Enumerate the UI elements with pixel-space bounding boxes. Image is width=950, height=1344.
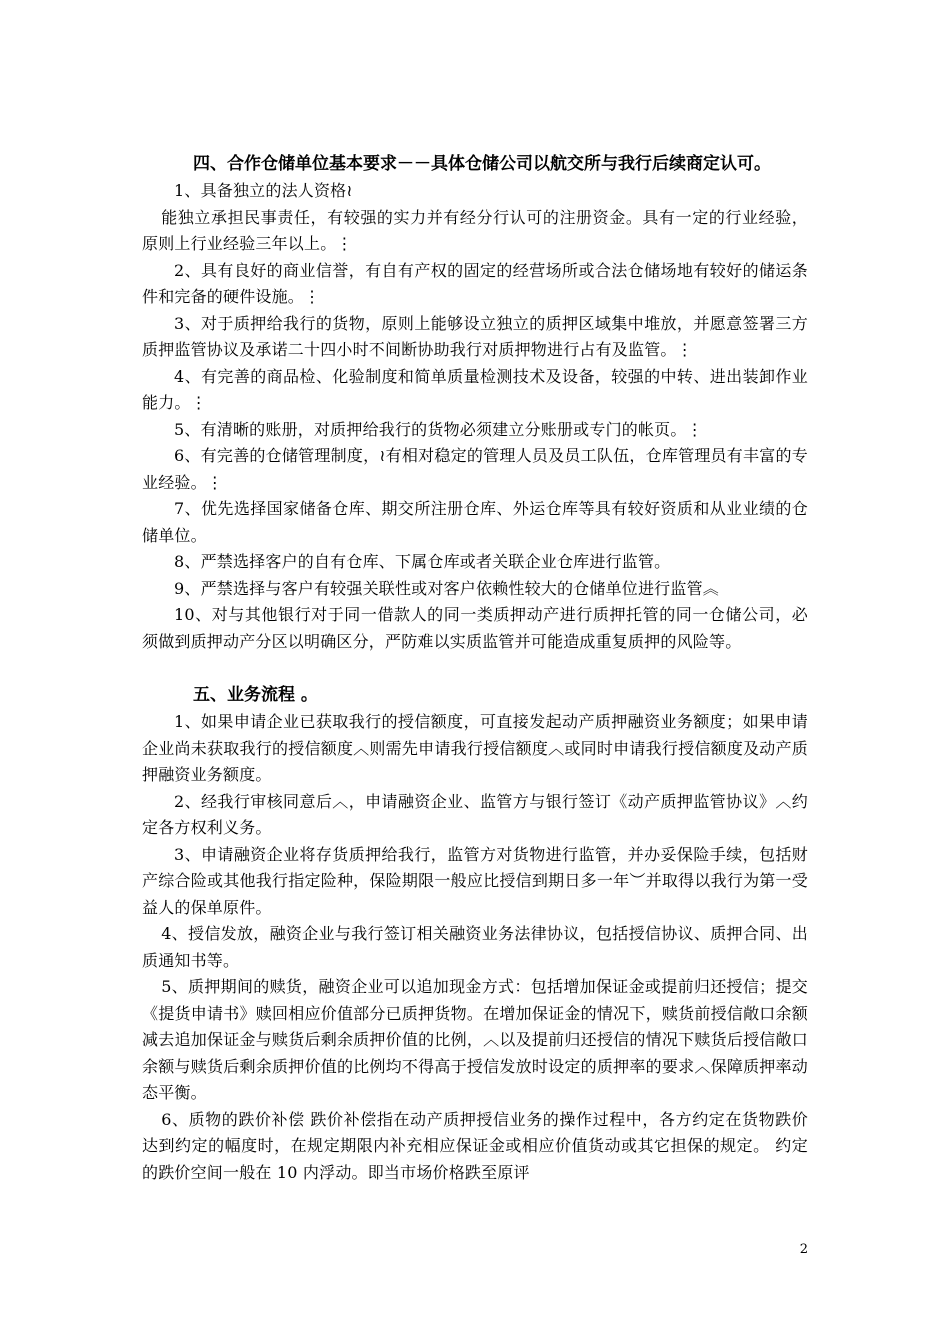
section-5-heading: 五、业务流程 。 [193,685,318,705]
section-5-item-5: 5、质押期间的赎货，融资企业可以追加现金方式：包括增加保证金或提前归还授信；提交《提货申请书》赎回相应价值部分已质押货物。在增加保证金的情况下，赎货前授信敞口余额减去追加保证金与赎货后剩余质押价值的比例，︿以及提前归还授信的情况下赎货后授信敞口余额与赎货后剩余质押价值的比例均不得高于授信发放时设定的质押率的要求︿保障质押率动态平衡。 [142,977,808,1102]
section-4-item-4: 4、有完善的商品检、化验制度和简单质量检测技术及设备，较强的中转、进出装卸作业能力。⋮ [142,366,808,412]
section-spacer [142,655,808,681]
section-4-item-8: 8、严禁选择客户的自有仓库、下属仓库或者关联企业仓库进行监管。 [174,552,671,571]
section-4-item-9: 9、严禁选择与客户有较强关联性或对客户依赖性较大的仓储单位进行监管︽ [174,578,719,598]
section-4-item-1: 1、具备独立的法人资格≀ [174,181,353,200]
section-5-item-1: 1、如果申请企业已获取我行的授信额度，可直接发起动产质押融资业务额度；如果申请企业尚未获取我行的授信额度︿则需先申请我行授信额度︿或同时申请我行授信额度及动产质押融资业务额度。 [142,712,808,784]
section-5-item-2: 2、经我行审核同意后︿，申请融资企业、监管方与银行签订《动产质押监管协议》︿约定各方权利义务。 [142,791,808,837]
section-4-item-1-detail: 能独立承担民事责任，有较强的实力并有经分行认可的注册资金。具有一定的行业经验，原则上行业经验三年以上。⋮ [142,207,808,253]
section-4-item-5: 5、有清晰的账册，对质押给我行的货物必须建立分账册或专门的帐页。⋮ [174,419,703,439]
section-5-item-3: 3、申请融资企业将存货质押给我行，监管方对货物进行监管，并办妥保险手续，包括财产综合险或其他我行指定险种，保险期限一般应比授信到期日多一年︶并取得以我行为第一受益人的保单原件。 [142,844,808,917]
document-page [142,150,808,1186]
section-4-heading: 四、合作仓储单位基本要求－－具体仓储公司以航交所与我行后续商定认可。 [193,154,771,174]
section-4-item-7: 7、优先选择国家储备仓库、期交所注册仓库、外运仓库等具有较好资质和从业业绩的仓储单位。 [142,499,808,545]
page-number: 2 [799,1242,808,1257]
section-4-item-10: 10、对与其他银行对于同一借款人的同一类质押动产进行质押托管的同一仓储公司，必须做到质押动产分区以明确区分，严防难以实质监管并可能造成重复质押的风险等。 [142,605,808,651]
section-4-item-6: 6、有完善的仓储管理制度，≀有相对稳定的管理人员及员工队伍，仓库管理员有丰富的专业经验。⋮ [142,446,808,492]
section-4-item-3: 3、对于质押给我行的货物，原则上能够设立独立的质押区域集中堆放，并愿意签署三方质押监管协议及承诺二十四小时不间断协助我行对质押物进行占有及监管。⋮ [142,313,808,359]
section-4-item-2: 2、具有良好的商业信誉，有自有产权的固定的经营场所或合法仓储场地有较好的储运条件和完备的硬件设施。⋮ [142,260,808,306]
section-5-item-4: 4、授信发放，融资企业与我行签订相关融资业务法律协议，包括授信协议、质押合同、出质通知书等。 [142,924,808,970]
section-5-item-6: 6、质物的跌价补偿 跌价补偿指在动产质押授信业务的操作过程中，各方约定在货物跌价达到约定的幅度时，在规定期限内补充相应保证金或相应价值货动或其它担保的规定。 约定的跌价空间一般在 10 内浮动。即当市场价格跌至原评 [142,1109,808,1182]
